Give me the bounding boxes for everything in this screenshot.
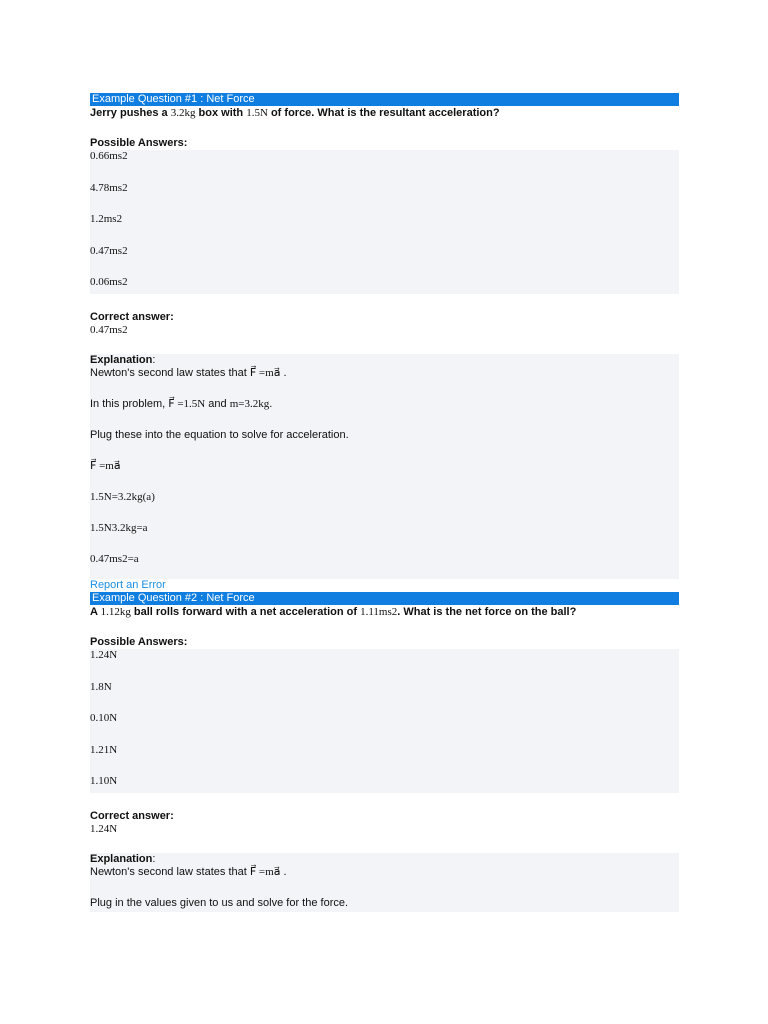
explanation-line: Plug these into the equation to solve for acceleration.: [90, 429, 349, 441]
correct-answer-label: Correct answer:: [90, 810, 174, 822]
answer-option[interactable]: 4.78ms2: [90, 181, 128, 194]
correct-answer-label: Correct answer:: [90, 311, 174, 323]
answer-option[interactable]: 0.10N: [90, 712, 118, 724]
possible-answers-label: Possible Answers:: [90, 636, 188, 648]
explanation-line: Newton's second law states that F⃗ =ma⃗ .: [90, 367, 287, 379]
answer-option[interactable]: 1.24N: [90, 649, 118, 661]
answer-option[interactable]: 1.10N: [90, 775, 118, 787]
correct-answer-value: 1.24N: [90, 823, 118, 835]
equation-line: 1.5N3.2kg=a: [90, 522, 148, 534]
explanation-panel-2: Explanation: Newton's second law states that F⃗ =ma⃗ . Plug in the values given to us and solve for the force.: [90, 853, 679, 912]
explanation-line: Plug in the values given to us and solve for the force.: [90, 897, 349, 909]
explanation-panel-1: Explanation: Newton's second law states that F⃗ =ma⃗ . In this problem, F⃗ =1.5N and m=3.2kg. Plug these into the equation to solve for acceleration. F⃗ =ma⃗ 1.5N=3.2kg(a) 1.5N3.2kg=a 0.47ms2=a: [90, 354, 679, 579]
explanation-line: In this problem, F⃗ =1.5N and m=3.2kg.: [90, 398, 273, 410]
answer-option[interactable]: 1.8N: [90, 680, 112, 693]
equation-line: 1.5N=3.2kg(a): [90, 491, 155, 503]
correct-answer-value: 0.47ms2: [90, 324, 128, 336]
equation-line: F⃗ =ma⃗: [90, 460, 121, 472]
possible-answers-label: Possible Answers:: [90, 137, 188, 149]
explanation-line: Newton's second law states that F⃗ =ma⃗ .: [90, 866, 287, 878]
report-error-link[interactable]: Report an Error: [90, 579, 166, 591]
question-2-header: Example Question #2 : Net Force: [90, 592, 679, 605]
answer-option[interactable]: 0.66ms2: [90, 150, 128, 162]
equation-line: 0.47ms2=a: [90, 553, 139, 565]
answer-option[interactable]: 0.06ms2: [90, 276, 128, 288]
explanation-label: Explanation: [90, 354, 153, 366]
answer-option[interactable]: 1.2ms2: [90, 213, 123, 225]
answers-list-2: [90, 649, 679, 793]
question-1-header: Example Question #1 : Net Force: [90, 93, 679, 106]
question-1-text: Jerry pushes a 3.2kg box with 1.5N of force. What is the resultant acceleration?: [90, 107, 500, 119]
question-2-text: A 1.12kg ball rolls forward with a net acceleration of 1.11ms2. What is the net force on the ball?: [90, 606, 577, 618]
explanation-label: Explanation: [90, 853, 153, 865]
document-page: [90, 93, 679, 912]
answer-option[interactable]: 1.21N: [90, 743, 118, 756]
answer-option[interactable]: 0.47ms2: [90, 244, 128, 257]
answers-list-1: [90, 150, 679, 294]
